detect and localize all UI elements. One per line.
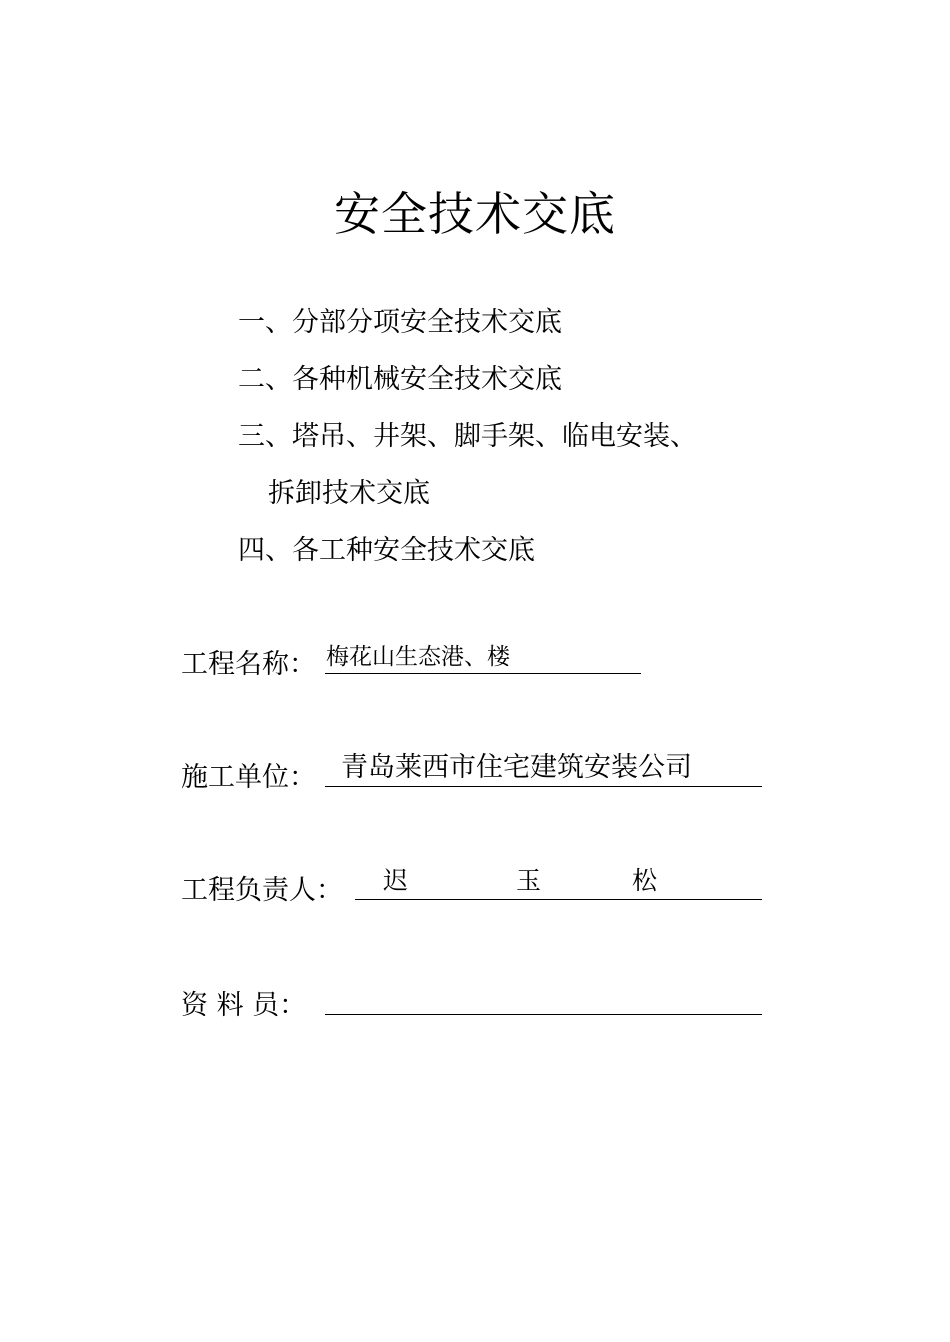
toc-item-4: 四、各工种安全技术交底 bbox=[238, 535, 535, 566]
manager-label: 工程负责人： bbox=[181, 875, 343, 906]
contractor-label: 施工单位： bbox=[181, 762, 316, 793]
clerk-label: 资 料 员： bbox=[181, 990, 307, 1021]
clerk-value bbox=[325, 982, 762, 1015]
manager-char-3: 松 bbox=[632, 866, 658, 895]
project-name-text: 梅花山生态港、楼 bbox=[326, 644, 510, 670]
toc-item-1: 一、分部分项安全技术交底 bbox=[238, 307, 562, 338]
toc-item-3-continued: 拆卸技术交底 bbox=[268, 478, 430, 509]
manager-char-2: 玉 bbox=[516, 866, 542, 895]
project-name-value bbox=[325, 641, 641, 674]
manager-value bbox=[355, 867, 762, 900]
toc-item-3: 三、塔吊、井架、脚手架、临电安装、 bbox=[238, 421, 697, 452]
contractor-text: 青岛莱西市住宅建筑安装公司 bbox=[341, 752, 692, 783]
contractor-value bbox=[325, 754, 762, 787]
manager-char-1: 迟 bbox=[383, 866, 409, 895]
project-name-label: 工程名称： bbox=[181, 649, 316, 680]
toc-item-2: 二、各种机械安全技术交底 bbox=[238, 364, 562, 395]
document-title: 安全技术交底 bbox=[334, 187, 616, 241]
